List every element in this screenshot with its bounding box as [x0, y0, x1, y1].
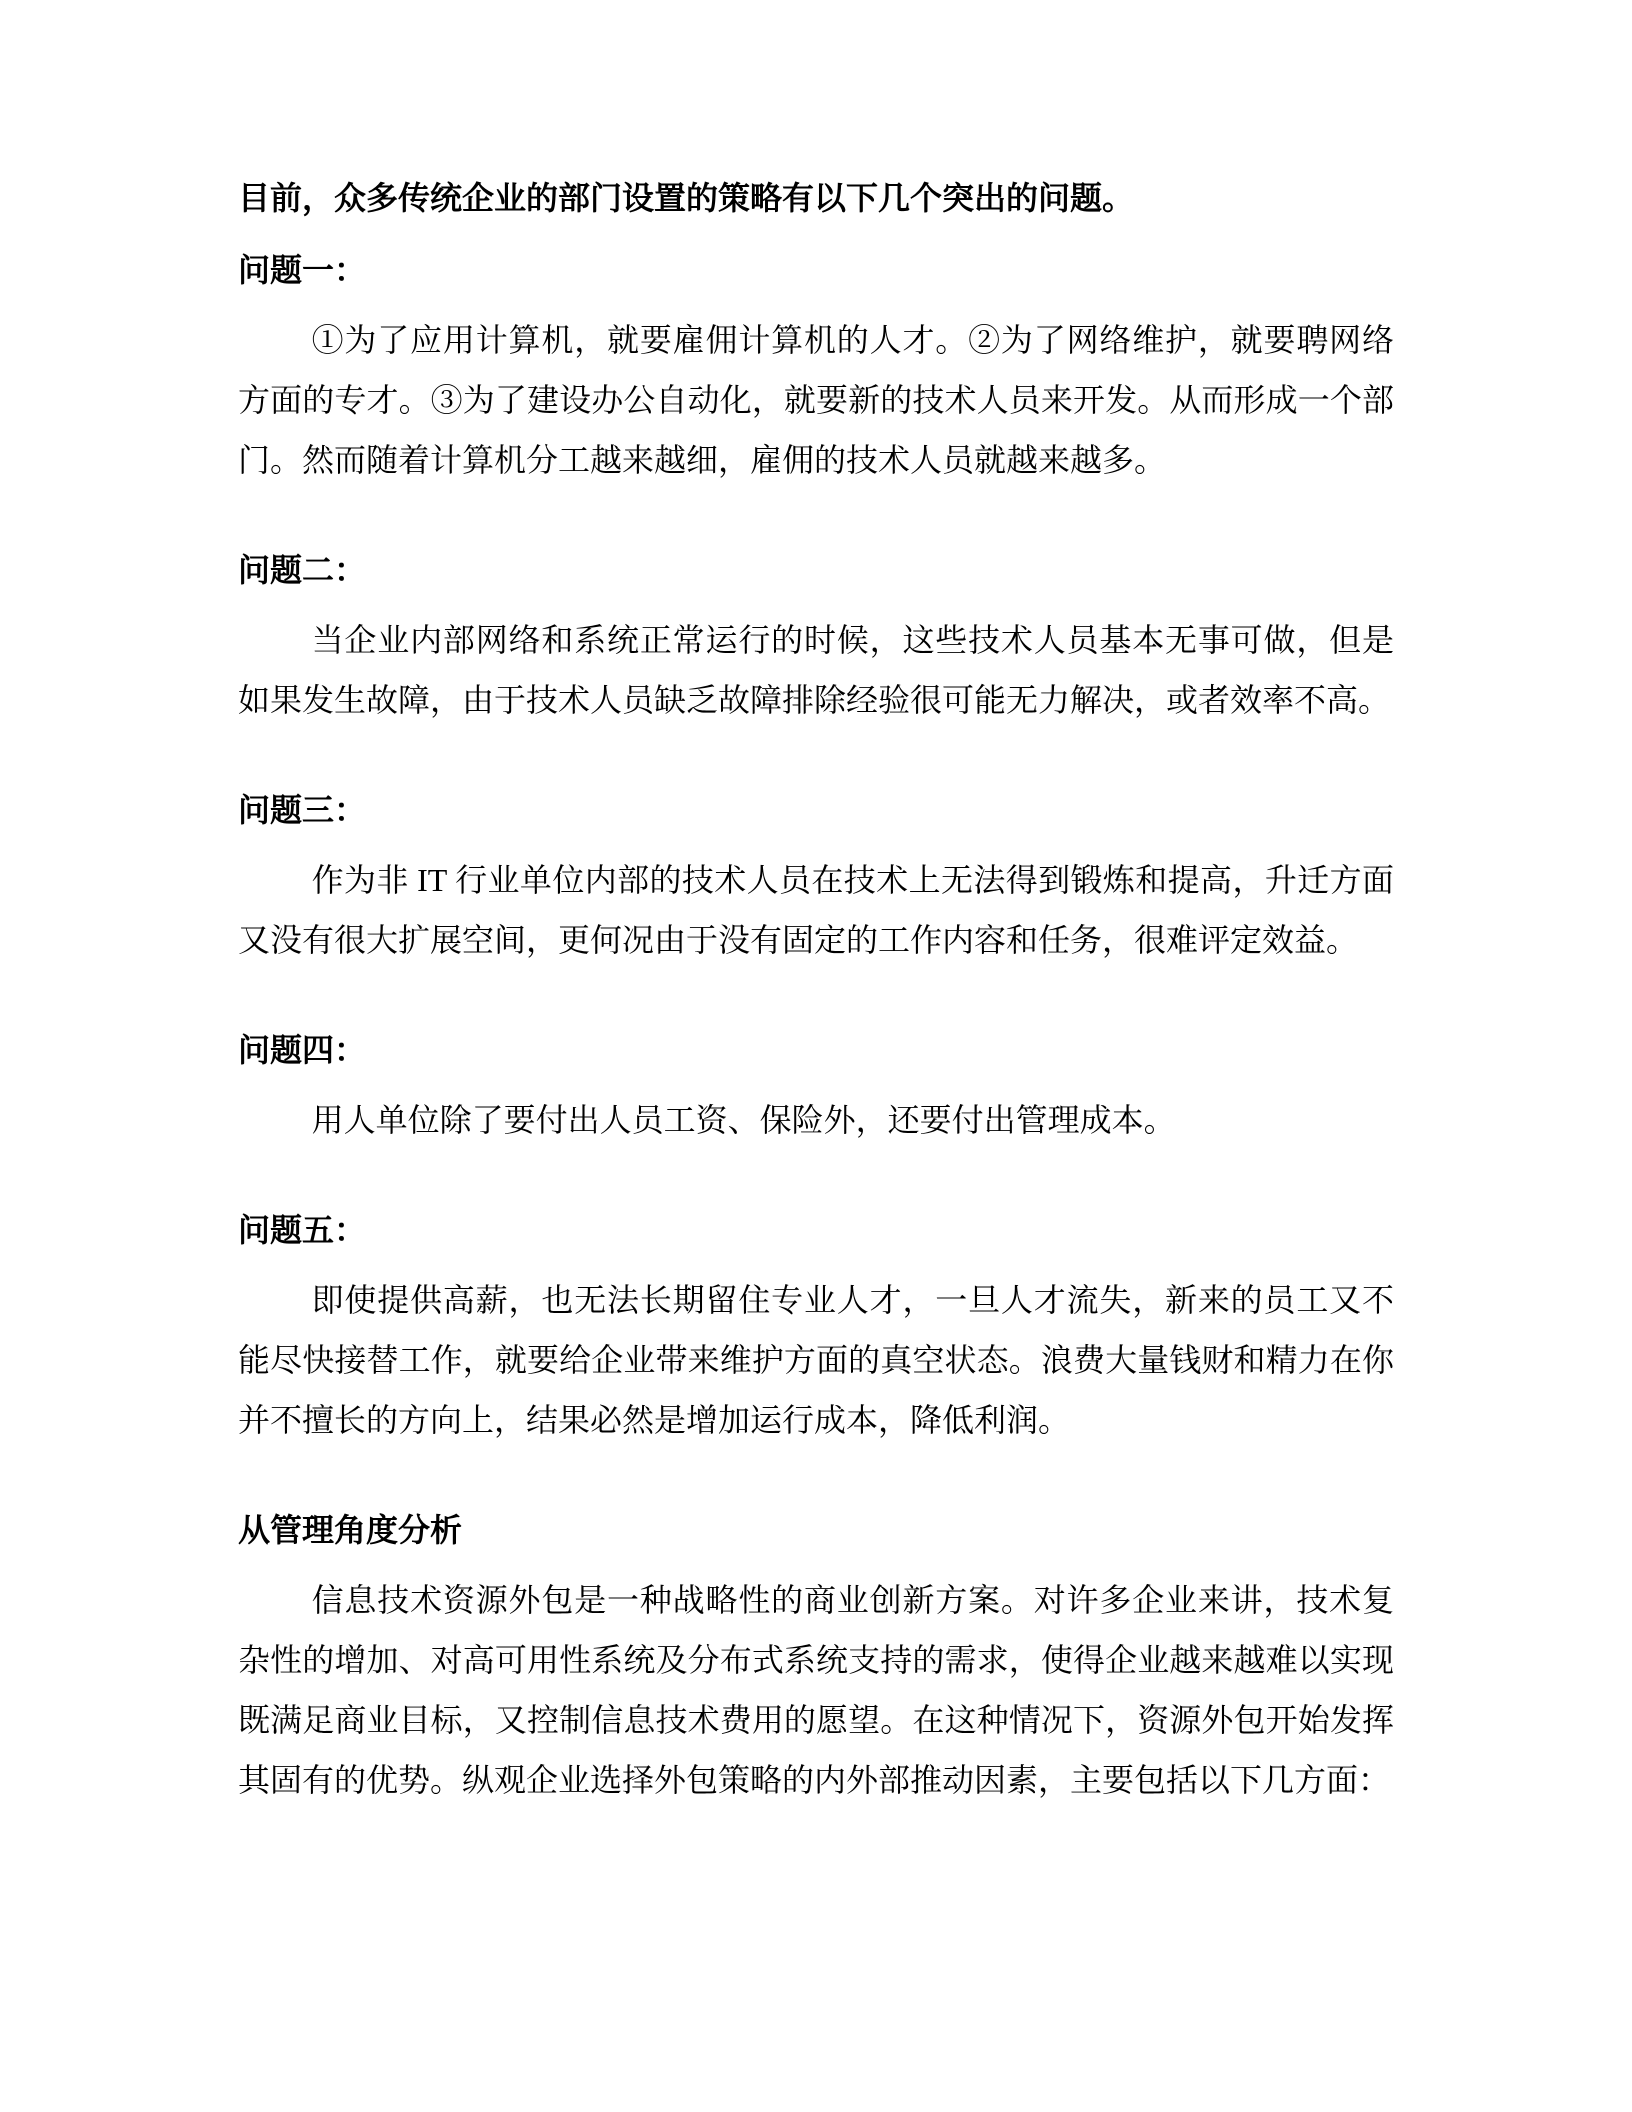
section-problem-2 — [238, 540, 1394, 730]
section-body: 信息技术资源外包是一种战略性的商业创新方案。对许多企业来讲，技术复杂性的增加、对高可用性系统及分布式系统支持的需求，使得企业越来越难以实现既满足商业目标，又控制信息技术费用的愿望。在这种情况下，资源外包开始发挥其固有的优势。纵观企业选择外包策略的内外部推动因素，主要包括以下几方面： — [238, 1582, 1394, 1798]
section-body: 即使提供高薪，也无法长期留住专业人才，一旦人才流失，新来的员工又不能尽快接替工作，就要给企业带来维护方面的真空状态。浪费大量钱财和精力在你并不擅长的方向上，结果必然是增加运行成本，降低利润。 — [238, 1282, 1394, 1438]
section-management-analysis — [238, 1500, 1394, 1810]
intro-paragraph: 目前，众多传统企业的部门设置的策略有以下几个突出的问题。 — [238, 180, 1135, 216]
section-problem-3 — [238, 780, 1394, 970]
section-heading: 问题三： — [238, 792, 367, 828]
section-body: 用人单位除了要付出人员工资、保险外，还要付出管理成本。 — [311, 1102, 1176, 1138]
section-heading: 问题一： — [238, 252, 367, 288]
section-body: ①为了应用计算机，就要雇佣计算机的人才。②为了网络维护，就要聘网络方面的专才。③为了建设办公自动化，就要新的技术人员来开发。从而形成一个部门。然而随着计算机分工越来越细，雇佣的技术人员就越来越多。 — [238, 322, 1394, 478]
document-body — [238, 168, 1394, 1810]
section-problem-4 — [238, 1020, 1394, 1150]
section-problem-1 — [238, 240, 1394, 490]
section-heading: 问题五： — [238, 1212, 367, 1248]
section-heading: 问题二： — [238, 552, 367, 588]
section-heading: 问题四： — [238, 1032, 367, 1068]
section-body: 作为非 IT 行业单位内部的技术人员在技术上无法得到锻炼和提高，升迁方面又没有很大扩展空间，更何况由于没有固定的工作内容和任务，很难评定效益。 — [238, 862, 1394, 958]
section-heading: 从管理角度分析 — [238, 1512, 463, 1548]
section-body: 当企业内部网络和系统正常运行的时候，这些技术人员基本无事可做，但是如果发生故障，由于技术人员缺乏故障排除经验很可能无力解决，或者效率不高。 — [238, 622, 1394, 718]
section-problem-5 — [238, 1200, 1394, 1450]
